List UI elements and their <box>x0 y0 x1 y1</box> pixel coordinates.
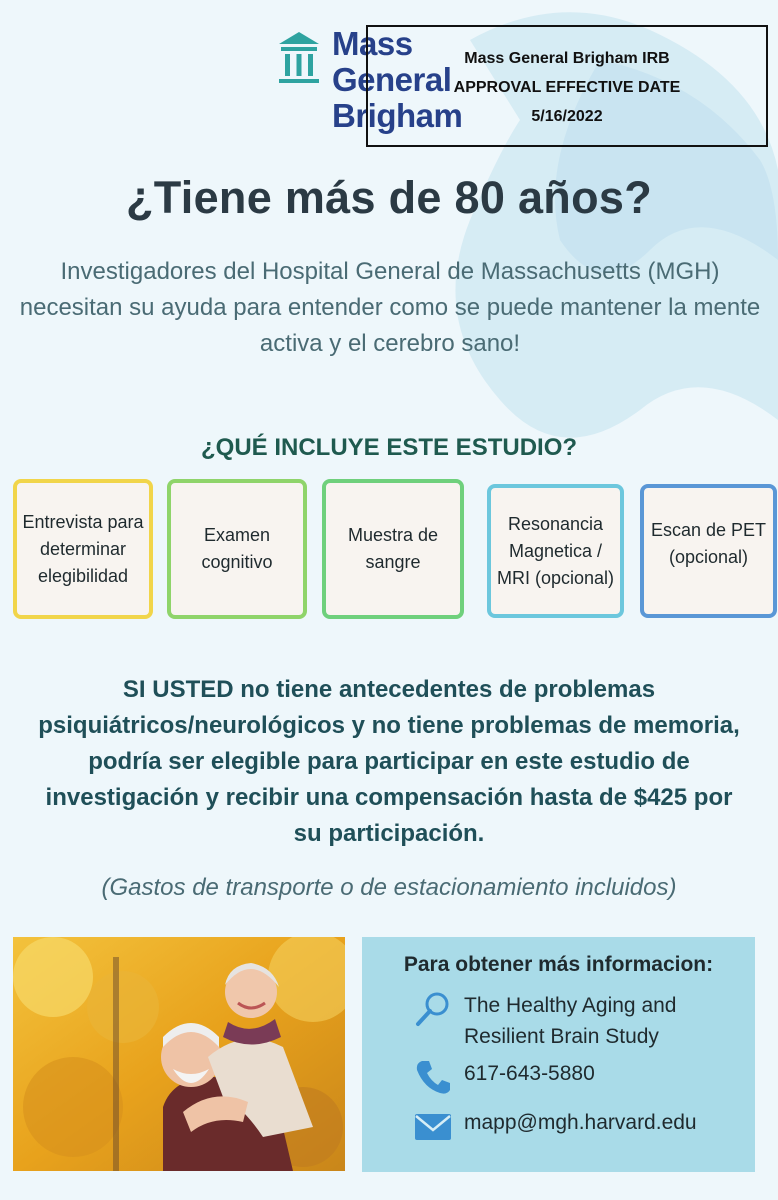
email-link[interactable]: mapp@mgh.harvard.edu <box>464 1111 697 1134</box>
email-row <box>414 1107 697 1145</box>
card-blood-sample <box>322 479 464 619</box>
info-title: Para obtener más informacion: <box>403 953 714 976</box>
columns-logo-icon <box>276 28 322 88</box>
card-label: Resonancia Magnetica / MRI (opcional) <box>496 513 615 588</box>
study-heading: ¿QUÉ INCLUYE ESTE ESTUDIO? <box>200 434 578 461</box>
search-icon <box>414 990 452 1028</box>
mail-icon <box>414 1107 452 1145</box>
phone-icon <box>414 1058 452 1096</box>
card-label: Entrevista para determinar elegibilidad <box>22 511 144 586</box>
study-name-row <box>414 990 744 1052</box>
logo-line-2: General <box>332 61 452 98</box>
intro-text: Investigadores del Hospital General de Massachusetts (MGH) necesitan su ayuda para entender como se puede mantener la mente activa y el cerebro sano! <box>19 258 761 357</box>
page-title: ¿Tiene más de 80 años? <box>126 172 652 223</box>
card-cognitive-exam <box>167 479 307 619</box>
irb-date: 5/16/2022 <box>531 108 603 125</box>
irb-approval-stamp <box>366 25 768 147</box>
logo-line-1: Mass <box>332 25 413 62</box>
card-label: Muestra de sangre <box>347 525 439 572</box>
phone-link[interactable]: 617-643-5880 <box>464 1062 595 1085</box>
card-label: Examen cognitivo <box>201 525 273 572</box>
phone-row <box>414 1058 595 1096</box>
logo-line-3: Brigham <box>332 97 463 134</box>
transport-note: (Gastos de transporte o de estacionamiento incluidos) <box>101 874 677 901</box>
photo-elderly-couple <box>13 937 345 1171</box>
card-interview <box>13 479 153 619</box>
card-mri <box>487 484 624 618</box>
contact-info-box <box>362 937 755 1172</box>
irb-line-1: Mass General Brigham IRB <box>464 50 670 67</box>
irb-line-2: APPROVAL EFFECTIVE DATE <box>453 79 681 96</box>
card-label: Escan de PET (opcional) <box>650 520 767 567</box>
study-name: The Healthy Aging and Resilient Brain Study <box>464 994 677 1048</box>
couple-photo-illustration <box>13 937 345 1171</box>
card-pet-scan <box>640 484 777 618</box>
eligibility-text: SI USTED no tiene antecedentes de problemas psiquiátricos/neurológicos y no tiene problemas de memoria, podría ser elegible para participar en este estudio de investigación y recibir una compensación hasta de $425 por su participación. <box>38 676 740 847</box>
